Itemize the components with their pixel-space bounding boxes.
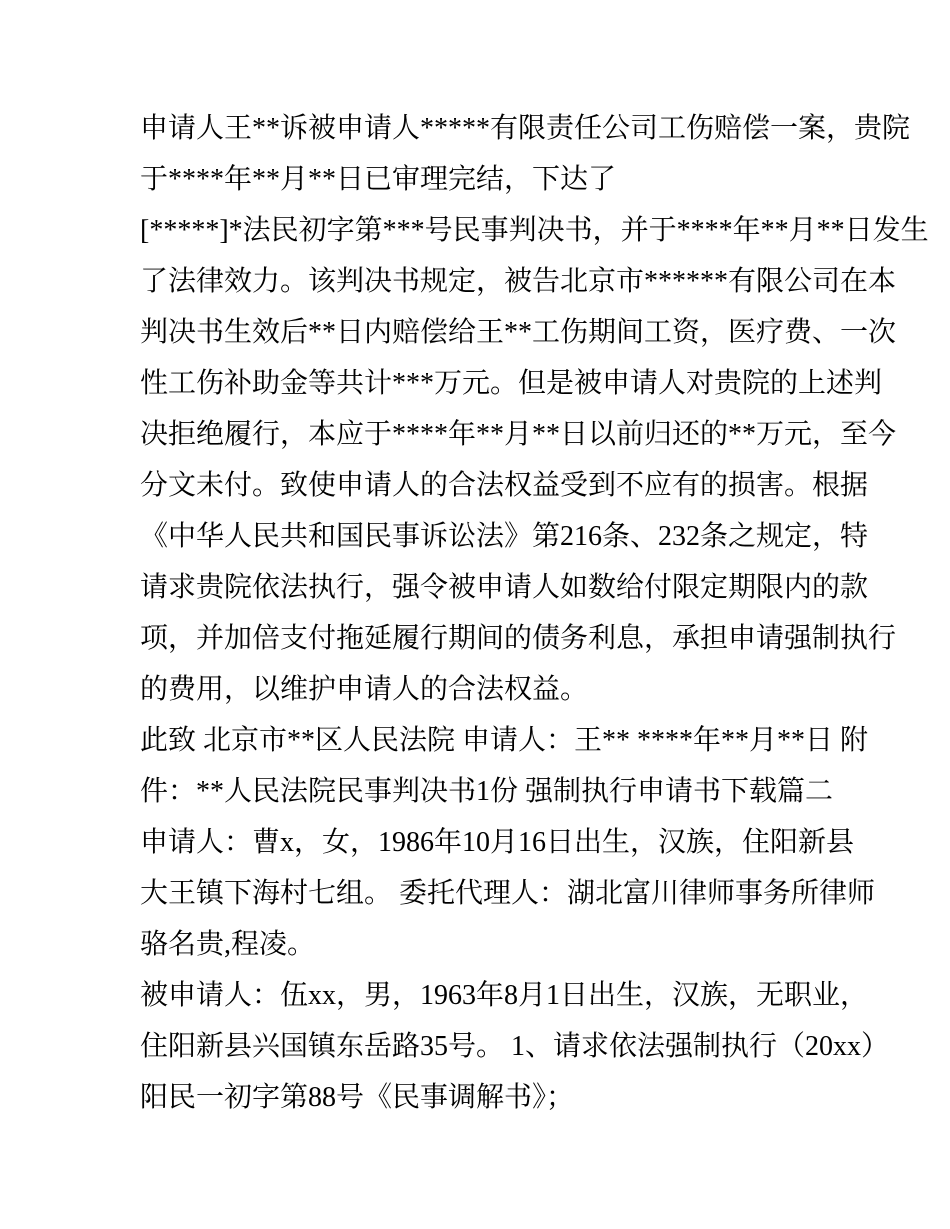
text-line: 阳民一初字第88号《民事调解书》； bbox=[140, 1082, 575, 1113]
text-line: 被申请人：伍xx，男，1963年8月1日出生，汉族，无职业， bbox=[140, 980, 869, 1011]
text-line: 项，并加倍支付拖延履行期间的债务利息，承担申请强制执行 bbox=[140, 623, 897, 654]
text-line: 了法律效力。该判决书规定，被告北京市******有限公司在本 bbox=[140, 266, 897, 297]
text-line: 决拒绝履行，本应于****年**月**日以前归还的**万元，至今 bbox=[140, 419, 897, 450]
text-line: 骆名贵,程凌。 bbox=[140, 929, 316, 960]
text-line: [*****]*法民初字第***号民事判决书，并于****年**月**日发生 bbox=[140, 215, 929, 246]
text-line: 《中华人民共和国民事诉讼法》第216条、232条之规定，特 bbox=[140, 521, 869, 552]
text-line: 件：**人民法院民事判决书1份 强制执行申请书下载篇二 bbox=[140, 776, 834, 807]
text-line: 性工伤补助金等共计***万元。但是被申请人对贵院的上述判 bbox=[140, 368, 883, 399]
text-line: 于****年**月**日已审理完结，下达了 bbox=[140, 164, 617, 195]
text-line: 住阳新县兴国镇东岳路35号。 1、请求依法强制执行（20xx） bbox=[140, 1031, 890, 1062]
text-line: 申请人：曹x，女，1986年10月16日出生，汉族，住阳新县 bbox=[140, 827, 855, 858]
text-line: 请求贵院依法执行，强令被申请人如数给付限定期限内的款 bbox=[140, 572, 869, 603]
text-line: 判决书生效后**日内赔偿给王**工伤期间工资，医疗费、一次 bbox=[140, 317, 897, 348]
text-line: 的费用，以维护申请人的合法权益。 bbox=[140, 674, 589, 705]
text-line: 分文未付。致使申请人的合法权益受到不应有的损害。根据 bbox=[140, 470, 869, 501]
document-page bbox=[140, 103, 929, 1123]
text-line: 申请人王**诉被申请人*****有限责任公司工伤赔偿一案，贵院 bbox=[140, 113, 911, 144]
text-line: 此致 北京市**区人民法院 申请人：王** ****年**月**日 附 bbox=[140, 725, 869, 756]
text-line: 大王镇下海村七组。 委托代理人：湖北富川律师事务所律师 bbox=[140, 878, 876, 909]
